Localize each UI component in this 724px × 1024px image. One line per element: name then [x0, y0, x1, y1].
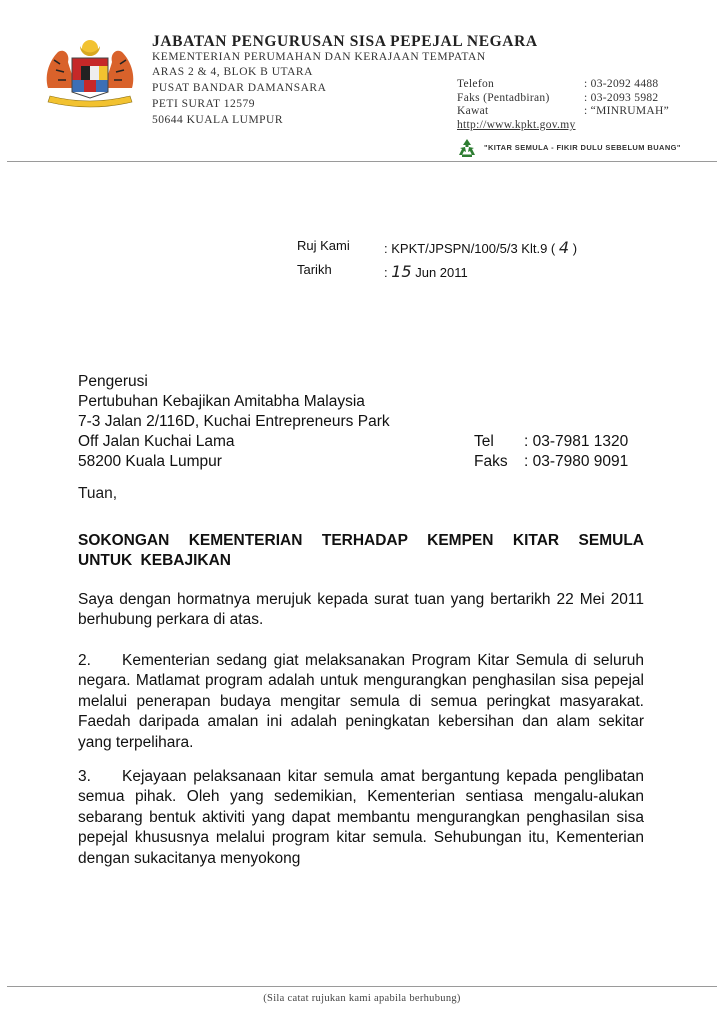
address-line: PETI SURAT 12579 [152, 98, 255, 110]
date-row [0, 262, 724, 282]
reference-row [0, 238, 724, 258]
coat-of-arms-icon [40, 36, 140, 110]
date-prefix: : [384, 265, 388, 280]
paragraph-number: 3. [78, 768, 91, 785]
contact-value: : “MINRUMAH” [584, 105, 670, 117]
date-month-year: Jun 2011 [415, 265, 468, 280]
salutation: Tuan, [78, 485, 118, 502]
ministry-name: KEMENTERIAN PERUMAHAN DAN KERAJAAN TEMPATAN [152, 51, 486, 63]
address-line: PUSAT BANDAR DAMANSARA [152, 82, 327, 94]
recipient-fax-value: : 03-7980 9091 [524, 453, 629, 470]
contact-row-kawat [457, 105, 669, 119]
address-line: 50644 KUALA LUMPUR [152, 114, 284, 126]
paragraph-text: Kementerian sedang giat melaksanakan Program Kitar Semula di seluruh negara. Matlamat program adalah untuk mengurangkan penghasilan sisa pepejal melalui penerapan budaya mengitar semula di semua peringkat masyarakat. Faedah daripada amalan ini adalah peningkatan kebersihan dan alam sekitar yang terpelihara. [78, 652, 644, 751]
date-label: Tarikh [297, 262, 332, 277]
date-value [384, 262, 468, 281]
slogan: "KITAR SEMULA - FIKIR DULU SEBELUM BUANG" [484, 143, 681, 152]
contact-label: Faks (Pentadbiran) [457, 91, 550, 104]
reference-close: ) [572, 241, 578, 256]
recipient-address-line: 7-3 Jalan 2/116D, Kuchai Entrepreneurs Park [78, 413, 390, 430]
recipient-tel-label: Tel [474, 433, 494, 450]
paragraph-2 [78, 651, 644, 753]
handwritten-ref-number: 4 [558, 238, 570, 257]
paragraph-text: Kejayaan pelaksanaan kitar semula amat bergantung kepada penglibatan semua pihak. Oleh yang sedemikian, Kementerian sentiasa mengalu-alukan sebarang bentuk aktiviti yang dapat membantu mengurangkan penghasilan sisa pepejal khususnya melalui program kitar semula. Sehubungan itu, Kementerian dengan sukacitanya menyokong [78, 768, 644, 867]
contact-value: : 03-2093 5982 [584, 91, 659, 104]
reference-number: : KPKT/JPSPN/100/5/3 Klt.9 ( [384, 241, 556, 256]
recipient-title: Pengerusi [78, 373, 148, 390]
address-line: ARAS 2 & 4, BLOK B UTARA [152, 66, 313, 78]
paragraph-1 [78, 590, 644, 631]
recipient-address-line: Off Jalan Kuchai Lama [78, 433, 235, 450]
recycle-icon [457, 138, 477, 158]
paragraph-3 [78, 767, 644, 869]
contact-label: Telefon [457, 78, 495, 90]
recipient-tel-value: : 03-7981 1320 [524, 433, 629, 450]
footer-divider [7, 986, 717, 987]
recipient-address-line: 58200 Kuala Lumpur [78, 453, 222, 470]
recipient-organization: Pertubuhan Kebajikan Amitabha Malaysia [78, 393, 365, 410]
paragraph-text: Saya dengan hormatnya merujuk kepada surat tuan yang bertarikh 22 Mei 2011 berhubung perkara di atas. [78, 591, 644, 629]
contact-block [457, 78, 669, 119]
header-divider [7, 161, 717, 162]
website-link[interactable]: http://www.kpkt.gov.my [457, 119, 576, 131]
contact-value: : 03-2092 4488 [584, 78, 659, 90]
reference-value [384, 238, 577, 257]
reference-label: Ruj Kami [297, 238, 350, 253]
contact-row-faks [457, 92, 669, 106]
letter-subject: SOKONGAN KEMENTERIAN TERHADAP KEMPEN KITAR SEMULA UNTUK KEBAJIKAN [78, 532, 644, 569]
paragraph-number: 2. [78, 652, 91, 669]
handwritten-day: 15 [391, 262, 412, 281]
contact-label: Kawat [457, 105, 489, 117]
footer-note: (Sila catat rujukan kami apabila berhubung) [263, 993, 461, 1004]
recipient-fax-label: Faks [474, 453, 508, 470]
organization-title: JABATAN PENGURUSAN SISA PEPEJAL NEGARA [152, 33, 538, 50]
contact-row-telefon [457, 78, 669, 92]
